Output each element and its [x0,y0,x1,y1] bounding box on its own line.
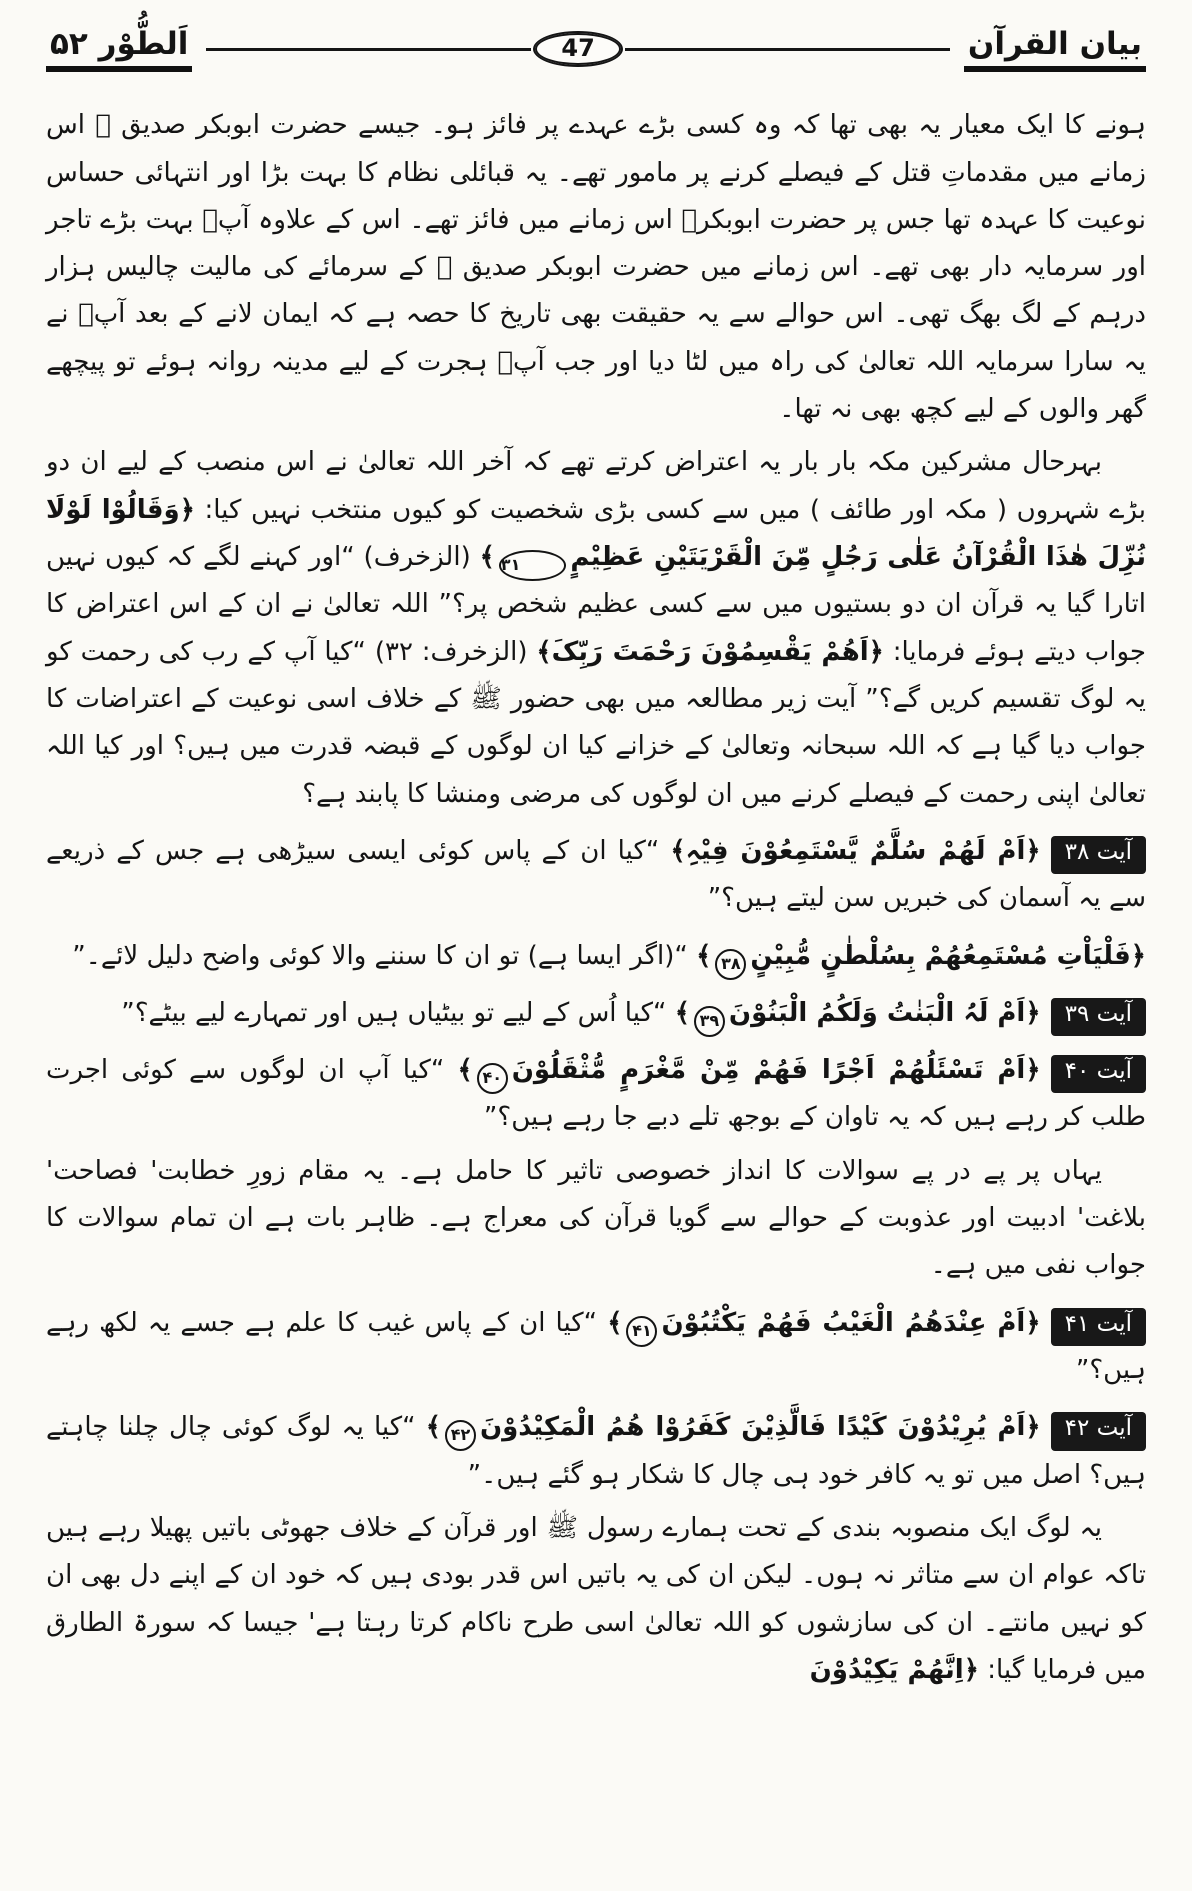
paragraph [46,102,1146,433]
ayat-block [46,933,1146,980]
ayat-number-badge: آیت ۳۹ [1051,998,1146,1036]
urdu-text: (الزخرف: ۳۲) “کیا آپ کے رب کی رحمت کو یہ لوگ تقسیم کریں گے؟” آیت زیر مطالعہ میں بھی حضور ﷺ کے خلاف اسی نوعیت کے اعتراضات کا جواب دیا گیا ہے کہ اللہ سبحانہ وتعالیٰ کے خزانے کیا ان لوگوں کے قبضہ قدرت میں ہیں؟ اور کیا اللہ تعالیٰ اپنی رحمت کے فیصلے کرنے میں ان لوگوں کی مرضی ومنشا کا پابند ہے؟ [46,636,1146,809]
urdu-text: “کیا اُس کے لیے تو بیٹیاں ہیں اور تمہارے لیے بیٹے؟” [121,997,675,1028]
verse-number-circle: ۴۲ [445,1420,476,1451]
arabic-verse-text: ﴿وَقَالُوْا لَوْلَا نُزِّلَ ھٰذَا الْقُرْآنُ عَلٰی رَجُلٍ مِّنَ الْقَرْیَتَیْنِ عَظِیْمٍ [46,494,1147,572]
urdu-text: بہرحال مشرکین مکہ بار بار یہ اعتراض کرتے تھے کہ آخر اللہ تعالیٰ نے اس منصب کے لیے ان دو بڑے شہروں ( مکہ اور طائف ) میں سے کسی بڑی شخصیت کو کیوں منتخب نہیں کیا: [46,447,1146,525]
header-rule [206,31,949,67]
verse-number-circle: ۴۱ [626,1316,657,1347]
arabic-verse-text: ﴾ [425,1412,441,1443]
ayat-number-badge: آیت ۴۱ [1051,1308,1146,1346]
header-rule-left [206,48,531,51]
arabic-verse-text: ﴾ [479,542,495,572]
header-rule-right [625,48,950,51]
ayat-block [46,1047,1146,1142]
ayat-number-badge: آیت ۴۰ [1051,1055,1146,1093]
arabic-verse-text: ﴿فَلْیَاْتِ مُسْتَمِعُھُمْ بِسُلْطٰنٍ مُّبِیْنٍ [750,940,1146,971]
page-number: 47 [561,34,595,63]
urdu-text: (الزخرف) “اور کہنے لگے کہ کیوں نہیں اتارا گیا یہ قرآن ان دو بستیوں میں سے کسی عظیم شخص پر؟” اللہ تعالیٰ نے ان کے اس اعتراض کا جواب دیتے ہوئے فرمایا: [46,542,1146,667]
ayat-number-badge: آیت ۳۸ [1051,836,1146,874]
arabic-verse-text: ﴿اَمْ یُرِیْدُوْنَ کَیْدًا فَالَّذِیْنَ کَفَرُوْا ھُمُ الْمَکِیْدُوْنَ [479,1412,1041,1443]
arabic-verse-text: ﴾ [674,997,690,1028]
verse-number-circle: ۴۰ [477,1063,508,1094]
urdu-text: یہاں پر پے در پے سوالات کا انداز خصوصی تاثیر کا حامل ہے۔ یہ مقام زورِ خطابت' فصاحت' بلاغت' ادبیت اور عذوبت کے حوالے سے گویا قرآن کی معراج ہے۔ ظاہر بات ہے ان تمام سوالات کا جواب نفی میں ہے۔ [46,1155,1146,1281]
urdu-text: “کیا ان کے پاس غیب کا علم ہے جسے یہ لکھ رہے ہیں؟” [46,1307,1146,1385]
arabic-verse-text: ﴾ [457,1055,473,1086]
ayat-block [46,1300,1146,1395]
verse-number-circle: ۳۸ [715,949,746,980]
arabic-verse-text: ﴿اَمْ تَسْئَلُھُمْ اَجْرًا فَھُمْ مِّنْ مَّغْرَمٍ مُّثْقَلُوْنَ [511,1055,1041,1086]
paragraph [46,439,1146,818]
page-header [46,26,1146,72]
arabic-verse-text: ﴿اَمْ لَہُ الْبَنٰتُ وَلَکُمُ الْبَنُوْنَ [728,997,1041,1028]
urdu-text: ہونے کا ایک معیار یہ بھی تھا کہ وہ کسی بڑے عہدے پر فائز ہو۔ جیسے حضرت ابوبکر صدیق ؓ اس زمانے میں مقدماتِ قتل کے فیصلے کرنے پر مامور تھے۔ یہ قبائلی نظام کا بہت بڑا اور انتہائی حساس نوعیت کا عہدہ تھا جس پر حضرت ابوبکرؓ اس زمانے میں فائز تھے۔ اس کے علاوہ آپؓ بہت بڑے تاجر اور سرمایہ دار بھی تھے۔ اس زمانے میں حضرت ابوبکر صدیق ؓ کے سرمائے کی مالیت چالیس ہزار درہم کے لگ بھگ تھی۔ اس حوالے سے یہ حقیقت بھی تاریخ کا حصہ ہے کہ ایمان لانے کے بعد آپؓ نے یہ سارا سرمایہ اللہ تعالیٰ کی راہ میں لٹا دیا اور جب آپؓ ہجرت کے لیے مدینہ روانہ ہوئے تو پیچھے گھر والوں کے لیے کچھ بھی نہ تھا۔ [46,110,1146,425]
urdu-text: “کیا یہ لوگ کوئی چال چلنا چاہتے ہیں؟ اصل میں تو یہ کافر خود ہی چال کا شکار ہو گئے ہیں۔” [46,1412,1146,1490]
page-number-ornament [533,31,622,67]
arabic-verse-text: ﴿اَھُمْ یَقْسِمُوْنَ رَحْمَتَ رَبِّکَ﴾ [536,636,884,667]
arabic-verse-text: ﴾ [696,940,712,971]
arabic-verse-text: ﴿اَمْ عِنْدَھُمُ الْغَیْبُ فَھُمْ یَکْتُبُوْنَ [661,1307,1041,1338]
verse-number-circle: ۳۹ [694,1006,725,1037]
surah-title: اَلطُّوْر ۵۲ [46,26,192,72]
verse-number-circle: ۳۱ [499,550,567,581]
arabic-verse-text: ﴾ [607,1307,623,1338]
ayat-block [46,1404,1146,1499]
ayat-block [46,990,1146,1037]
urdu-text: “کیا ان کے پاس کوئی ایسی سیڑھی ہے جس کے ذریعے سے یہ آسمان کی خبریں سن لیتے ہیں؟” [46,835,1146,914]
urdu-text: “(اگر ایسا ہے) تو ان کا سننے والا کوئی واضح دلیل لائے۔” [72,940,697,971]
arabic-verse-text: ﴿اِنَّھُمْ یَکِیْدُوْنَ [809,1654,979,1685]
ayat-number-badge: آیت ۴۲ [1051,1412,1146,1450]
book-title: بیان القرآن [964,26,1146,72]
paragraph [46,1505,1146,1694]
urdu-text: “کیا آپ ان لوگوں سے کوئی اجرت طلب کر رہے ہیں کہ یہ تاوان کے بوجھ تلے دبے جا رہے ہیں؟” [46,1055,1146,1133]
arabic-verse-text: ﴿اَمْ لَھُمْ سُلَّمٌ یَّسْتَمِعُوْنَ فِیْہِ﴾ [670,835,1041,866]
paragraph [46,1148,1146,1290]
urdu-text: یہ لوگ ایک منصوبہ بندی کے تحت ہمارے رسول ﷺ اور قرآن کے خلاف جھوٹی باتیں پھیلا رہے ہیں تاکہ عوام ان سے متاثر نہ ہوں۔ لیکن ان کی یہ باتیں اس قدر بودی ہیں کہ خود ان کے اپنے دل بھی ان کو نہیں مانتے۔ ان کی سازشوں کو اللہ تعالیٰ اسی طرح ناکام کرتا رہتا ہے' جیسا کہ سورۃ الطارق میں فرمایا گیا: [46,1512,1146,1685]
page-body [46,102,1146,1694]
ayat-block [46,828,1146,923]
